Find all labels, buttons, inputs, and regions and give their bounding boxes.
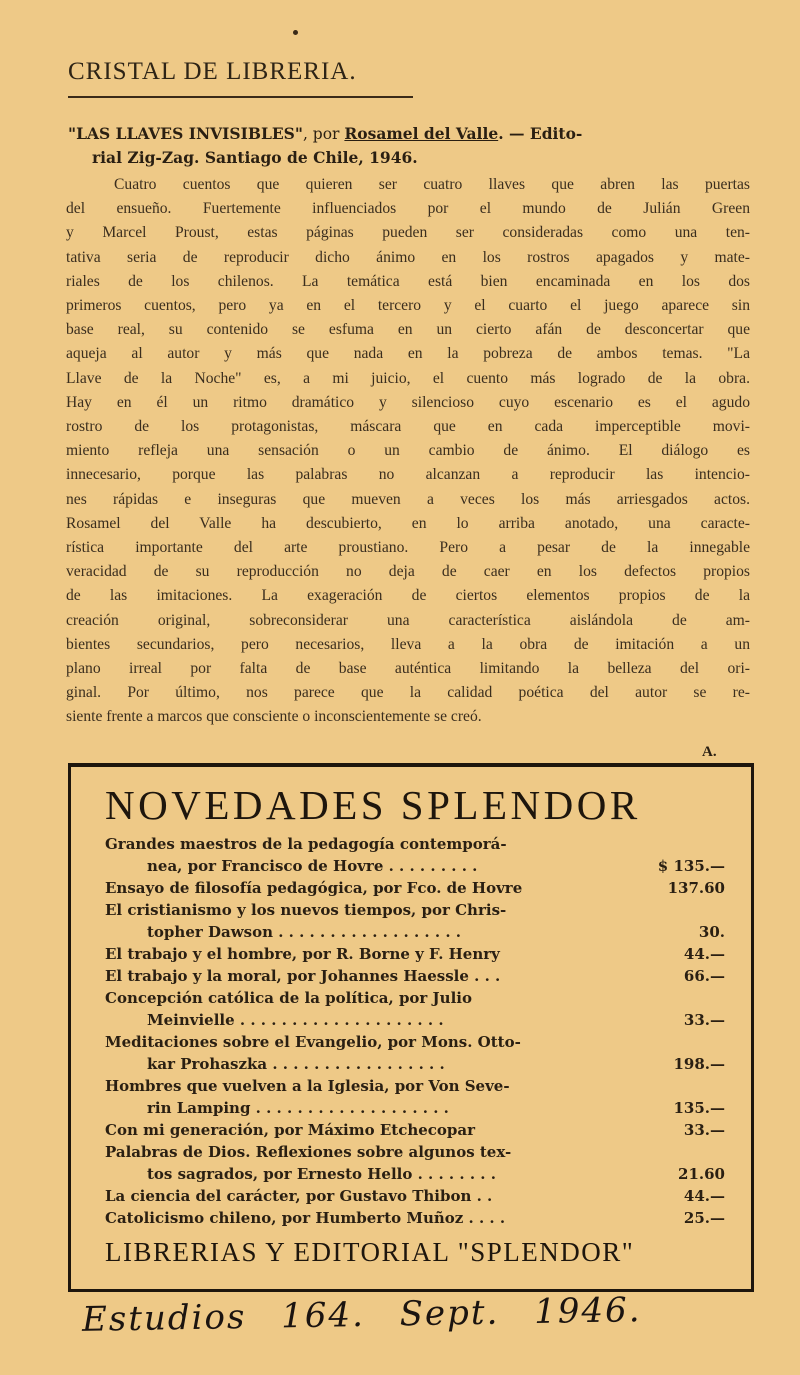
- heading-publisher-1: . — Edito-: [498, 124, 583, 143]
- review-heading: [68, 122, 748, 170]
- heading-by: , por: [302, 125, 345, 143]
- book-entry-continuation: Meinvielle . . . . . . . . . . . . . . . . . . . .: [147, 1011, 444, 1029]
- book-author: Rosamel del Valle: [344, 124, 499, 143]
- advert-footer: LIBRERIAS Y EDITORIAL "SPLENDOR": [105, 1237, 635, 1267]
- book-list-item: [105, 877, 725, 899]
- book-price: 21.60: [678, 1165, 725, 1183]
- book-entry-title: Con mi generación, por Máximo Etchecopar: [105, 1121, 476, 1139]
- book-price: 66.—: [683, 967, 725, 985]
- review-line: veracidad de su reproducción no deja de caer en los defectos propios: [66, 563, 750, 581]
- book-list-item: [105, 965, 725, 987]
- book-entry-continuation: nea, por Francisco de Hovre . . . . . . . . .: [147, 857, 478, 875]
- book-entry-title: Hombres que vuelven a la Iglesia, por Von Seve-: [105, 1077, 510, 1095]
- book-entry-title: Catolicismo chileno, por Humberto Muñoz . . . .: [105, 1209, 506, 1227]
- book-price: 198.—: [673, 1055, 725, 1073]
- review-signature: A.: [702, 744, 717, 760]
- book-list-item: [105, 987, 725, 1031]
- book-entry-title: La ciencia del carácter, por Gustavo Thibon . .: [105, 1187, 493, 1205]
- book-list-item: [105, 1031, 725, 1075]
- book-entry-title: Palabras de Dios. Reflexiones sobre algunos tex-: [105, 1143, 512, 1161]
- book-entry-title: Ensayo de filosofía pedagógica, por Fco. de Hovre: [105, 879, 523, 897]
- review-line: del ensueño. Fuertemente influenciados por el mundo de Julián Green: [66, 200, 750, 218]
- book-entry-title: Concepción católica de la política, por Julio: [105, 989, 472, 1007]
- review-line: y Marcel Proust, estas páginas pueden ser consideradas como una ten-: [66, 224, 750, 242]
- review-line: Hay en él un ritmo dramático y silencioso cuyo escenario es el agudo: [66, 393, 750, 411]
- book-entry-title: Grandes maestros de la pedagogía contemporá-: [105, 835, 507, 853]
- book-list-item: [105, 1185, 725, 1207]
- review-line: primeros cuentos, pero ya en el tercero y el cuarto el juego aparece sin: [66, 297, 750, 315]
- review-line: ginal. Por último, nos parece que la calidad poética del autor se re-: [66, 684, 750, 702]
- book-price: 30.: [698, 923, 725, 941]
- advert-box: [68, 763, 754, 1292]
- heading-publisher-2: rial Zig-Zag. Santiago de Chile, 1946.: [92, 148, 418, 167]
- book-list-item: [105, 899, 725, 943]
- book-price: $ 135.—: [657, 857, 725, 875]
- book-list-item: [105, 943, 725, 965]
- review-line: riales de los chilenos. La temática está bien encaminada en los dos: [66, 272, 750, 290]
- book-list-item: [105, 833, 725, 877]
- book-list-item: [105, 1207, 725, 1229]
- review-line: base real, su contenido se esfuma en un cierto afán de desconcertar que: [66, 321, 750, 339]
- review-line: plano irreal por falta de base auténtica limitando la belleza del ori-: [66, 660, 750, 678]
- book-price: 44.—: [683, 1187, 725, 1205]
- title-rule: [68, 96, 413, 98]
- book-list: [105, 833, 725, 1229]
- book-price: 135.—: [673, 1099, 725, 1117]
- review-line: nes rápidas e inseguras que mueven a veces los más arriesgados actos.: [66, 490, 750, 508]
- review-line: rística importante del arte proustiano. Pero a pesar de la innegable: [66, 539, 750, 557]
- review-line: tativa seria de reproducir dicho ánimo en los rostros apagados y mate-: [66, 248, 750, 266]
- book-entry-continuation: topher Dawson . . . . . . . . . . . . . . . . . .: [147, 923, 461, 941]
- book-entry-continuation: tos sagrados, por Ernesto Hello . . . . . . . .: [147, 1165, 496, 1183]
- book-entry-title: El cristianismo y los nuevos tiempos, por Chris-: [105, 901, 507, 919]
- review-body: [66, 173, 750, 730]
- book-list-item: [105, 1075, 725, 1119]
- advert-title: NOVEDADES SPLENDOR: [105, 782, 641, 828]
- book-entry-continuation: kar Prohaszka . . . . . . . . . . . . . . . . .: [147, 1055, 445, 1073]
- handwritten-note: Estudios 164. Sept. 1946.: [81, 1290, 642, 1340]
- book-price: 33.—: [683, 1121, 725, 1139]
- book-entry-title: El trabajo y la moral, por Johannes Haessle . . .: [105, 967, 501, 985]
- section-title: CRISTAL DE LIBRERIA.: [68, 58, 357, 85]
- book-price: 137.60: [667, 879, 725, 897]
- review-line: de las imitaciones. La exageración de ciertos elementos propios de la: [66, 587, 750, 605]
- review-line: aqueja al autor y más que nada en la pobreza de ambos temas. "La: [66, 345, 750, 363]
- review-line: creación original, sobreconsiderar una característica aislándola de am-: [66, 611, 750, 629]
- book-price: 44.—: [683, 945, 725, 963]
- review-line: Llave de la Noche" es, a mi juicio, el cuento más logrado de la obra.: [66, 369, 750, 387]
- book-list-item: [105, 1141, 725, 1185]
- review-line: innecesario, porque las palabras no alcanzan a reproducir las intencio-: [66, 466, 750, 484]
- ink-dot: [293, 30, 298, 35]
- book-price: 25.—: [683, 1209, 725, 1227]
- review-line: Cuatro cuentos que quieren ser cuatro llaves que abren las puertas: [114, 176, 750, 193]
- book-title: "LAS LLAVES INVISIBLES": [68, 124, 303, 143]
- review-line: miento refleja una sensación o un cambio de ánimo. El diálogo es: [66, 442, 750, 460]
- review-line: rostro de los protagonistas, máscara que en cada imperceptible movi-: [66, 418, 750, 436]
- book-price: 33.—: [683, 1011, 725, 1029]
- book-list-item: [105, 1119, 725, 1141]
- review-line: Rosamel del Valle ha descubierto, en lo arriba anotado, una caracte-: [66, 514, 750, 532]
- book-entry-title: El trabajo y el hombre, por R. Borne y F. Henry: [105, 945, 500, 963]
- book-entry-title: Meditaciones sobre el Evangelio, por Mons. Otto-: [105, 1033, 521, 1051]
- review-line: bientes secundarios, pero necesarios, lleva a la obra de imitación a un: [66, 635, 750, 653]
- book-entry-continuation: rin Lamping . . . . . . . . . . . . . . . . . . .: [147, 1099, 449, 1117]
- review-line: siente frente a marcos que consciente o inconscientemente se creó.: [66, 708, 482, 726]
